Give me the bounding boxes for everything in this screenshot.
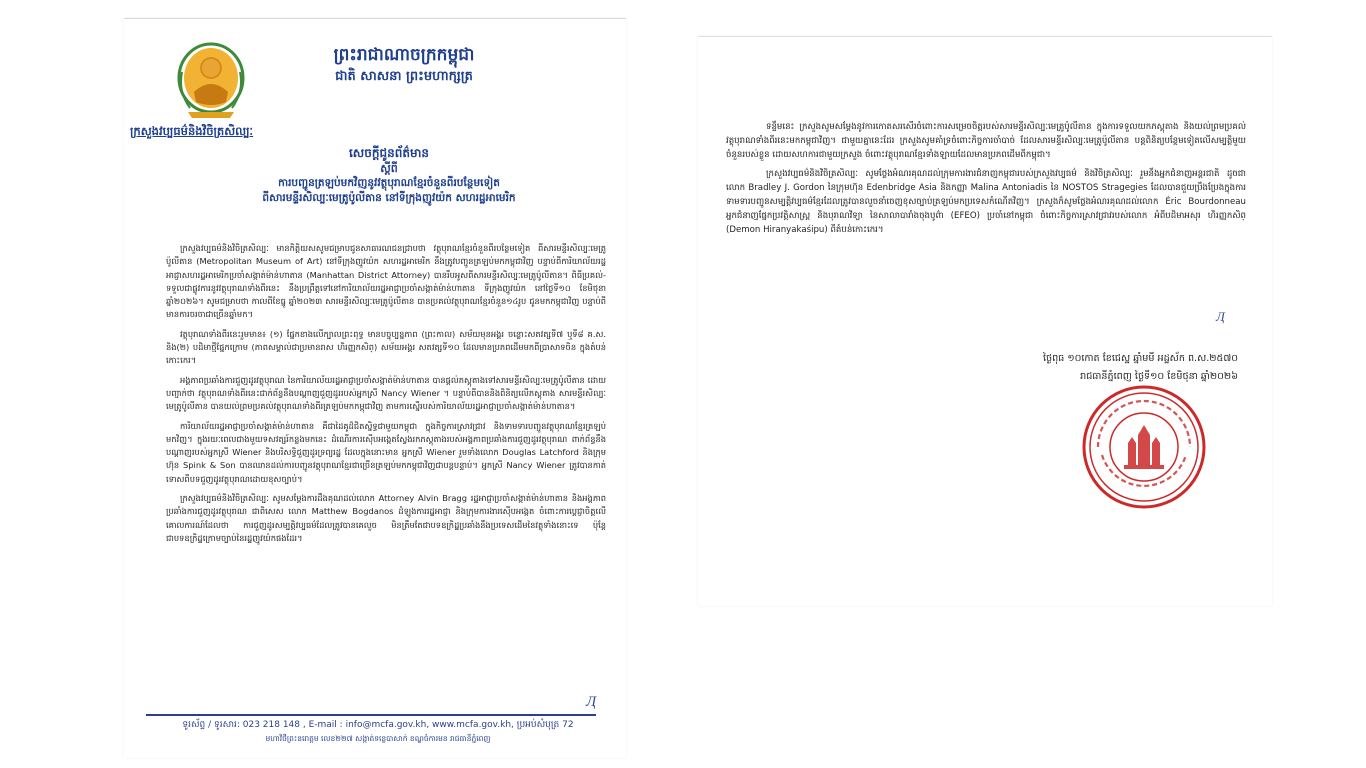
body-paragraph: ទន្ទឹមនេះ ក្រសួងសូមសម្តែងនូវការកោតសរសើរចំពោះការសម្រេចចិត្តរបស់សារមន្ទីរសិល្បៈមេត្រូប៉ូលីតាន ក្នុងការទទួលយកភស្តុតាង និងយល់ព្រមប្រគល់វត្ថុបុរាណទាំងពីរនេះមកកម្ពុជាវិញ។ ជាមួយគ្នានេះដែរ ក្រសួងសូមគាំទ្រចំពោះកិច្ចការចាំបាច់ ដែលសារមន្ទីរសិល្បៈមេត្រូប៉ូលីតាន បន្តពិនិត្យបន្ថែមទៀតលើសម្បត្តិមួយចំនួនរបស់ខ្លួន ដោយសហការជាមួយក្រសួង ចំពោះវត្ថុបុរាណខ្មែរទាំងឡាយដែលមានប្រភពដើមពីកម្ពុជា។: [726, 122, 1246, 161]
document-body: [166, 242, 606, 551]
official-seal-icon: [1080, 383, 1208, 511]
heading-line-2: ពីសារមន្ទីរសិល្បៈមេត្រូប៉ូលីតាន នៅទីក្រុងញូវយ៉ក សហរដ្ឋអាមេរិក: [262, 192, 516, 204]
page-edge: [698, 36, 1272, 37]
kingdom-header: [274, 42, 534, 86]
body-paragraph: ក្រសួងវប្បធម៌និងវិចិត្រសិល្បៈ សូមថ្លែងអំណរគុណដល់ក្រុមការងារជំនាញកម្ពុជារបស់ក្រសួងវប្បធម៌ និងវិចិត្រសិល្បៈ រួមនឹងអ្នកជំនាញអន្តរជាតិ ដូចជា លោក Bradley J. Gordon នៃក្រុមហ៊ុន Edenbridge Asia និងកញ្ញា Malina Antoniadis នៃ NOSTOS Stragegies ដែលបានជួយប្រឹងប្រែងក្នុងការទាមទារបញ្ជូនសម្បត្តិវប្បធម៌ខ្មែរដែលត្រូវបានលួចនាំចេញខុសច្បាប់ត្រឡប់មកប្រទេសកំណើតវិញ។ ក្រសួងក៏សូមថ្លែងអំណរគុណដល់លោក Éric Bourdonneau អ្នកជំនាញផ្នែកប្រវត្តិសាស្ត្រ និងបុរាណវិទ្យា នៃសាលាបារាំងចុងបូព៌ា (EFEO) ប្រចាំនៅកម្ពុជា ចំពោះកិច្ចការស្រាវជ្រាវរបស់លោក អំពីបដិមាអសុរ ហិរញ្ញកសិព្ (Demon Hiranyakaśipu) ពីតំបន់កោះកេរ។: [726, 168, 1246, 236]
body-paragraph: ក្រសួងវប្បធម៌និងវិចិត្រសិល្បៈ សូមសម្តែងការដឹងគុណដល់លោក Attorney Alvin Bragg រដ្ឋអាជ្ញាប្រចាំសង្កាត់ម៉ាន់ហាតាន និងអង្គភាពប្រឆាំងការជួញដូរវត្ថុបុរាណ ជាពិសេស លោក Matthew Bogdanos ដំឡូងការរដ្ឋអាជ្ញា និងក្រុមការងារស៊ើបអង្កេត ចំពោះការប្តេជ្ញាចិត្តលើគោលការណ៍ដែលថា ការជួញដូរសម្បត្តិវប្បធម៌ដែលត្រូវបានគេលួច មិនត្រឹមតែជាបទឧក្រិដ្ឋប្រឆាំងនឹងប្រទេសដើមនៃវត្ថុទាំងនោះទេ ប៉ុន្តែជាបទឧក្រិដ្ឋក្រោមច្បាប់នៃរដ្ឋញូវយ៉កផងដែរ។: [166, 493, 606, 543]
heading-line-1: ការបញ្ជូនត្រឡប់មកវិញនូវវត្ថុបុរាណខ្មែរចំនួនពីរបន្ថែមទៀត: [278, 177, 500, 189]
document-footer: [158, 719, 598, 745]
footer-address: មហាវិថីព្រះនរោត្តម លេខ២២៧ សង្កាត់ទន្លេបាសាក់ ខណ្ឌចំការមន រាជធានីភ្នំពេញ: [265, 734, 491, 743]
page-edge: [124, 18, 626, 19]
heading-subject-label: ស្តីពី: [380, 162, 398, 175]
date-block: [998, 350, 1238, 386]
signature-mark: Ӆ: [586, 692, 597, 710]
body-paragraph: ការិយាល័យរដ្ឋអាជ្ញាប្រចាំសង្កាត់ម៉ាន់ហាតាន គឺជាដៃគូដ៏ជិតស្និទ្ធជាមួយកម្ពុជា ក្នុងកិច្ចការស្រាវជ្រាវ និងទាមទារបញ្ជូនវត្ថុបុរាណខ្មែរត្រឡប់មកវិញ។ ក្នុងរយៈពេលជាងមួយទសវត្សរ៍កន្លងមកនេះ ដំណើរការស៊ើបអង្កេតស្វែងរកភស្តុតាងរបស់អង្គភាពប្រឆាំងការជួញដូរវត្ថុបុរាណ ពាក់ព័ន្ធនឹងបណ្តាញរបស់អ្នកស្រី Wiener និងបរិសទ្ធិជួញដូរទ្រព្យរដ្ឋ ដែលក្នុងនោះមាន អ្នកស្រី Wiener រួមទាំងលោក Douglas Latchford និងក្រុមហ៊ុន Spink & Son បានឈានដល់ការបញ្ជូនវត្ថុបុរាណខ្មែរជាច្រើនត្រឡប់មកកម្ពុជាវិញជាបន្តបន្ទាប់។ អ្នកស្រី Nancy Wiener ត្រូវបានកាត់ទោសពីបទជួញដូរវត្ថុបុរាណដោយខុសច្បាប់។: [166, 420, 606, 484]
footer-divider: [146, 714, 596, 716]
body-paragraph: វត្ថុបុរាណទាំងពីរនេះរួមមាន៖ (១) ផ្នែកខាងលើក្បាលព្រះពុទ្ធ មានបច្ចុប្បន្នភាព (ព្រះកាល) សម័យមុនអង្គរ ចន្លោះសតវត្សទី៧ ឬទី៨ គ.ស. និង(២) បដិមាថ្មីផ្នែកក្រោម (ភាពសម្គាល់ជាប្រមានរាស ហិរញ្ញកសិព្) សម័យអង្គរ សតវត្សទី១០ ដែលមានប្រភពដើមមកពីប្រាសាទចិន ក្នុងតំបន់កោះកេរ។: [166, 328, 606, 366]
footer-contact: ទូរស័ព្ទ / ទូរសារ: 023 218 148 , E-mail : info@mcfa.gov.kh, www.mcfa.gov.kh, ប្រអប់សំបុត្រ 72: [182, 720, 574, 730]
document-body: [726, 120, 1246, 242]
body-paragraph: អង្គភាពប្រឆាំងការជួញដូរវត្ថុបុរាណ នៃការិយាល័យរដ្ឋអាជ្ញាប្រចាំសង្កាត់ម៉ាន់ហាតាន បានផ្តល់ភស្តុតាងទៅសារមន្ទីរសិល្បៈមេត្រូប៉ូលីតាន ដោយបញ្ជាក់ថា វត្ថុបុរាណទាំងពីរនេះជាក់ព័ន្ធនឹងបណ្តាញជួញដូររបស់អ្នកស្រី Nancy Wiener ។ បន្ទាប់ពីបាននិងពិនិត្យលើភស្តុតាង សារមន្ទីរសិល្បៈមេត្រូប៉ូលីតាន បានយល់ព្រមប្រគល់វត្ថុបុរាណទាំងពីរត្រឡប់មកកម្ពុជាវិញ តាមការស្នើរបស់ការិយាល័យរដ្ឋអាជ្ញាប្រចាំសង្កាត់ម៉ាន់ហាតាន។: [166, 374, 606, 412]
signature-mark: Ӆ: [1216, 310, 1225, 325]
ministry-emblem-icon: [176, 42, 246, 120]
heading-title: សេចក្តីជូនព័ត៌មាន: [349, 146, 429, 160]
document-page-2: [698, 36, 1272, 606]
document-page-1: [124, 18, 626, 758]
body-paragraph: ក្រសួងវប្បធម៌និងវិចិត្រសិល្បៈ មានកិត្តិយសសូមជម្រាបជូនសាធារណជនជ្រាបថា វត្ថុបុរាណខ្មែរចំនួនពីរបន្ថែមទៀត ពីសារមន្ទីរសិល្បៈមេត្រូប៉ូលីតាន (Metropolitan Museum of Art) នៅទីក្រុងញូវយ៉ក សហរដ្ឋអាមេរិក នឹងត្រូវបញ្ជូនត្រឡប់មកកម្ពុជាវិញ បន្ទាប់ពីការិយាល័យរដ្ឋអាជ្ញាសហរដ្ឋអាមេរិកប្រចាំសង្កាត់ម៉ាន់ហាតាន (Manhattan District Attorney) បានរឹបអូសពីសារមន្ទីរសិល្បៈមេត្រូប៉ូលីតាន។ ពិធីប្រគល់-ទទួលជាផ្លូវការនូវវត្ថុបុរាណទាំងពីរនេះ នឹងប្រព្រឹត្តទៅនៅការិយាល័យរដ្ឋអាជ្ញាប្រចាំសង្កាត់ម៉ាន់ហាតាន ទីក្រុងញូវយ៉ក នៅថ្ងៃទី១០ ខែមិថុនា ឆ្នាំ២០២៦។ សូមជម្រាបថា កាលពីខែធ្នូ ឆ្នាំ២០២៣ សារមន្ទីរសិល្បៈមេត្រូប៉ូលីតាន បានប្រគល់វត្ថុបុរាណខ្មែរចំនួន១៤រូប ជូនមកកម្ពុជាវិញ បន្ទាប់ពីមានការចរចាជាច្រើនឆ្នាំមក។: [166, 243, 606, 320]
ministry-name: ក្រសួងវប្បធម៌និងវិចិត្រសិល្បៈ: [130, 124, 254, 138]
document-heading: [224, 144, 554, 206]
kingdom-motto: ជាតិ សាសនា ព្រះមហាក្សត្រ: [335, 69, 473, 84]
kingdom-title: ព្រះរាជាណាចក្រកម្ពុជា: [333, 45, 475, 65]
solar-date: រាជធានីភ្នំពេញ ថ្ងៃទី១០ ខែមិថុនា ឆ្នាំ២០២៦: [1080, 371, 1238, 382]
lunar-date: ថ្ងៃពុធ ១០កោត ខែជេស្ឋ ឆ្នាំមមី អដ្ឋស័ក ព.ស.២៥៧០: [1042, 353, 1238, 364]
